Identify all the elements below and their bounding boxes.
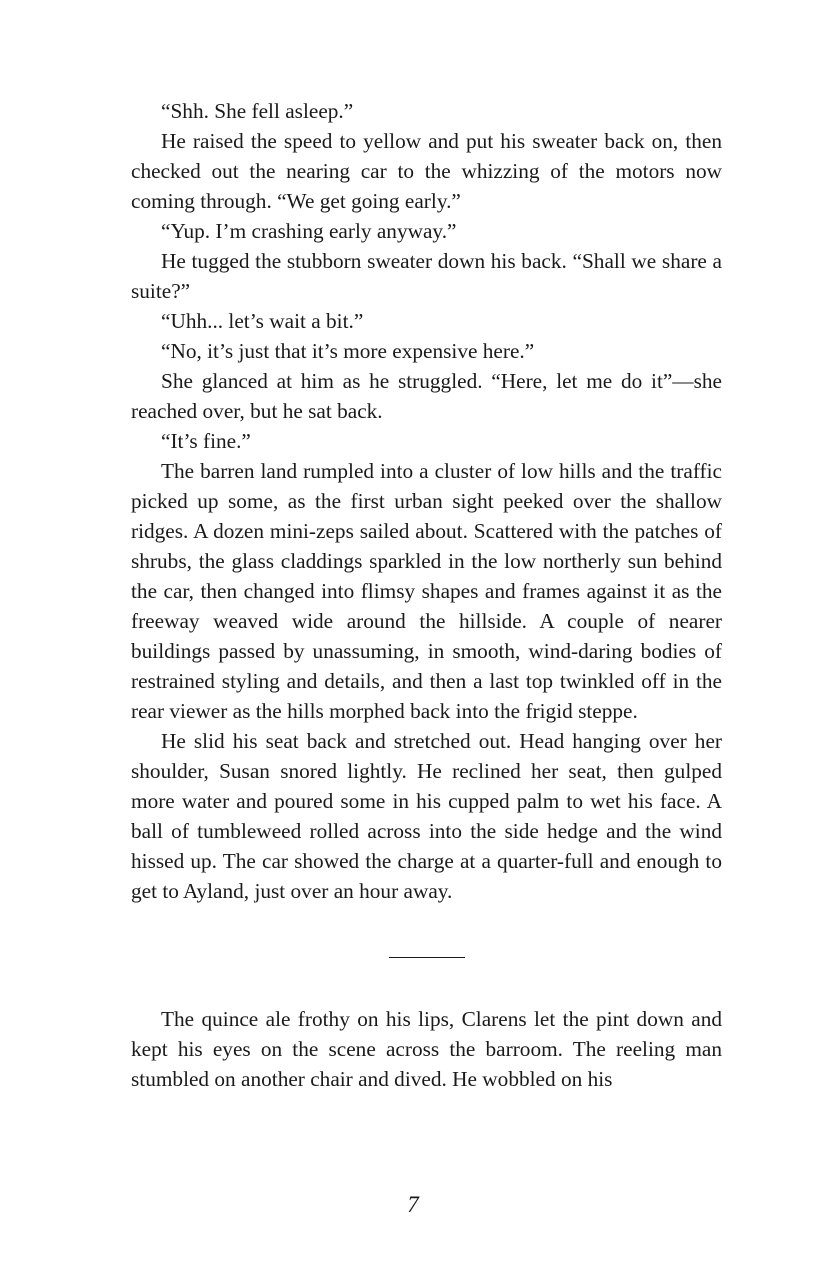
paragraph: “It’s fine.” bbox=[161, 429, 251, 453]
paragraph: The quince ale frothy on his lips, Clarens let the pint down and kept his eyes on the scene across the barroom. The reeling man stumbled on another chair and dived. He wobbled on his bbox=[131, 1007, 722, 1091]
scene-break-divider bbox=[389, 957, 465, 958]
paragraph: He slid his seat back and stretched out. Head hanging over her shoulder, Susan snored lightly. He reclined her seat, then gulped more water and poured some in his cupped palm to wet his face. A ball of tumbleweed rolled across into the side hedge and the wind hissed up. The car showed the charge at a quarter-full and enough to get to Ayland, just over an hour away. bbox=[131, 729, 722, 903]
paragraph: “Shh. She fell asleep.” bbox=[161, 99, 354, 123]
section-one bbox=[131, 96, 722, 906]
paragraph: “Yup. I’m crashing early anyway.” bbox=[161, 219, 457, 243]
page-body bbox=[131, 96, 722, 1094]
paragraph: The barren land rumpled into a cluster of low hills and the traffic picked up some, as the first urban sight peeked over the shallow ridges. A dozen mini-zeps sailed about. Scattered with the patches of shrubs, the glass claddings sparkled in the low northerly sun behind the car, then changed into flimsy shapes and frames against it as the freeway weaved wide around the hillside. A couple of nearer buildings passed by unassuming, in smooth, wind-daring bodies of restrained styling and details, and then a last top twinkled off in the rear viewer as the hills morphed back into the frigid steppe. bbox=[131, 459, 722, 723]
paragraph: She glanced at him as he struggled. “Here, let me do it”—she reached over, but he sat back. bbox=[131, 369, 722, 423]
section-two bbox=[131, 1004, 722, 1094]
page-number: 7 bbox=[407, 1192, 419, 1217]
paragraph: “Uhh... let’s wait a bit.” bbox=[161, 309, 364, 333]
paragraph: “No, it’s just that it’s more expensive here.” bbox=[161, 339, 535, 363]
paragraph: He raised the speed to yellow and put his sweater back on, then checked out the nearing car to the whizzing of the motors now coming through. “We get going early.” bbox=[131, 129, 722, 213]
paragraph: He tugged the stubborn sweater down his back. “Shall we share a suite?” bbox=[131, 249, 722, 303]
